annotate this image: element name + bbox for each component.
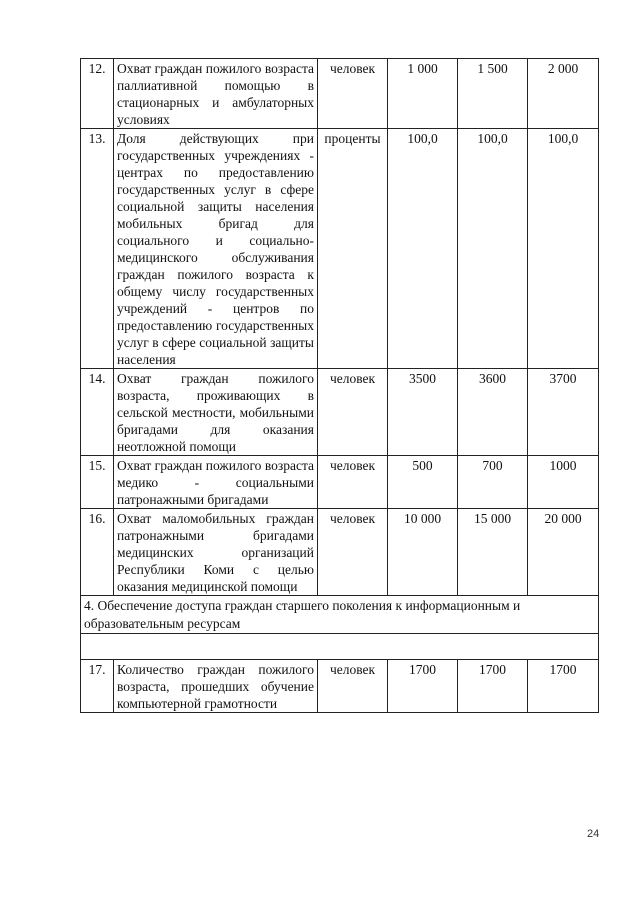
value-cell: 2 000	[528, 59, 599, 129]
value-cell: 3500	[388, 369, 458, 456]
value-cell: 700	[458, 456, 528, 509]
table-row	[81, 660, 599, 713]
table-row	[81, 59, 599, 129]
unit-cell: человек	[318, 509, 388, 596]
unit-cell: человек	[318, 660, 388, 713]
value-cell: 3700	[528, 369, 599, 456]
section-heading: 4. Обеспечение доступа граждан старшего поколения к информационным и образовательным ресурсам	[81, 596, 599, 634]
indicators-table	[80, 58, 599, 713]
value-cell: 1700	[388, 660, 458, 713]
value-cell: 15 000	[458, 509, 528, 596]
section-row	[81, 596, 599, 634]
row-number: 14.	[81, 369, 114, 456]
row-number: 17.	[81, 660, 114, 713]
unit-cell: человек	[318, 59, 388, 129]
unit-cell: человек	[318, 456, 388, 509]
value-cell: 1700	[458, 660, 528, 713]
indicator-description: Количество граждан пожилого возраста, прошедших обучение компьютерной грамотности	[114, 660, 318, 713]
value-cell: 1 500	[458, 59, 528, 129]
unit-cell: человек	[318, 369, 388, 456]
value-cell: 100,0	[528, 129, 599, 369]
indicator-description: Доля действующих при государственных учреждениях - центрах по предоставлению государственных услуг в сфере социальной защиты населения мобильных бригад для социального и социально-медицинского обслуживания граждан пожилого возраста к общему числу государственных учреждений - центров по предоставлению государственных услуг в сфере социальной защиты населения	[114, 129, 318, 369]
value-cell: 1000	[528, 456, 599, 509]
value-cell: 3600	[458, 369, 528, 456]
table-row	[81, 129, 599, 369]
value-cell: 1700	[528, 660, 599, 713]
value-cell: 100,0	[388, 129, 458, 369]
indicator-description: Охват маломобильных граждан патронажными бригадами медицинских организаций Республики Коми с целью оказания медицинской помощи	[114, 509, 318, 596]
row-number: 12.	[81, 59, 114, 129]
value-cell: 1 000	[388, 59, 458, 129]
indicator-description: Охват граждан пожилого возраста паллиативной помощью в стационарных и амбулаторных условиях	[114, 59, 318, 129]
unit-cell: проценты	[318, 129, 388, 369]
spacer-row	[81, 634, 599, 660]
table-row	[81, 456, 599, 509]
table-row	[81, 369, 599, 456]
indicator-description: Охват граждан пожилого возраста медико - социальными патронажными бригадами	[114, 456, 318, 509]
page-number: 24	[587, 828, 600, 840]
indicator-description: Охват граждан пожилого возраста, проживающих в сельской местности, мобильными бригадами для оказания неотложной помощи	[114, 369, 318, 456]
row-number: 15.	[81, 456, 114, 509]
value-cell: 10 000	[388, 509, 458, 596]
empty-cell	[81, 634, 599, 660]
value-cell: 100,0	[458, 129, 528, 369]
value-cell: 20 000	[528, 509, 599, 596]
row-number: 16.	[81, 509, 114, 596]
row-number: 13.	[81, 129, 114, 369]
value-cell: 500	[388, 456, 458, 509]
table-row	[81, 509, 599, 596]
